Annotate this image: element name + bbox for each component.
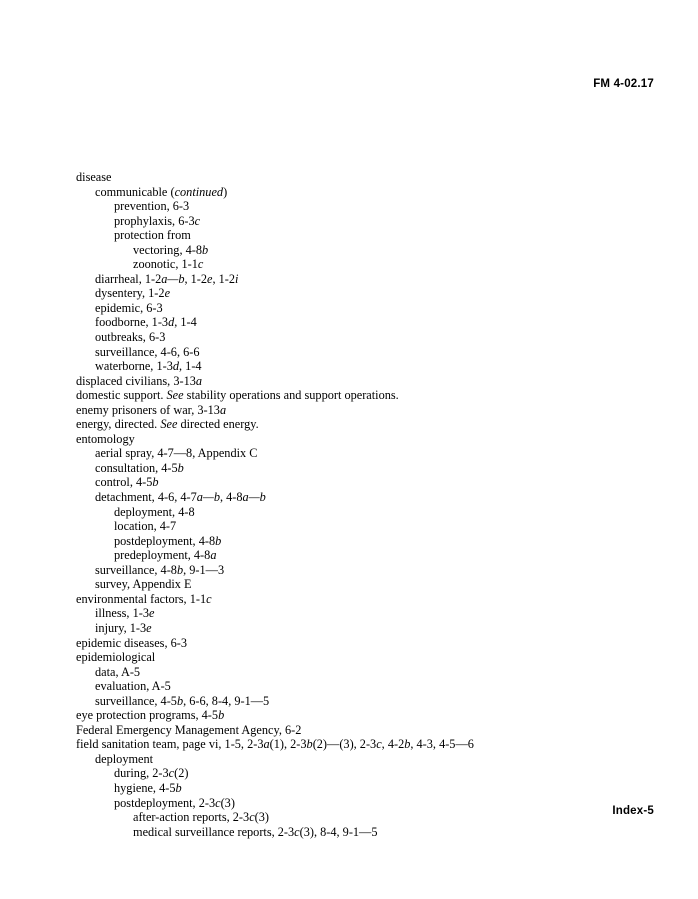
page-footer-identifier: Index-5	[612, 805, 654, 817]
index-entry-text: zoonotic, 1-1	[133, 257, 198, 272]
index-entry-emphasis: d	[172, 359, 180, 374]
index-entry-text: prophylaxis, 6-3	[114, 213, 195, 228]
index-entry-emphasis: b	[176, 693, 184, 708]
index-entry	[76, 315, 636, 330]
index-entry	[76, 432, 636, 447]
index-entry	[76, 665, 636, 680]
index-entry-text: , 4-8	[220, 490, 243, 505]
index-entry-text: eye protection programs, 4-5	[76, 708, 219, 723]
index-entry-emphasis: b	[218, 708, 225, 723]
index-entry-emphasis: a—b	[196, 490, 220, 505]
index-entry	[76, 272, 636, 287]
index-entry-emphasis: See	[160, 417, 178, 432]
index-entry	[76, 781, 636, 796]
index-entry	[76, 548, 636, 563]
index-entry-text: location, 4-7	[114, 519, 177, 534]
page-header-identifier: FM 4-02.17	[593, 78, 654, 90]
index-entry-text: epidemic, 6-3	[95, 300, 163, 315]
index-entry	[76, 228, 636, 243]
index-entry-emphasis: a—b	[161, 271, 185, 286]
index-entry-text: medical surveillance reports, 2-3	[133, 824, 295, 839]
index-entry	[76, 374, 636, 389]
index-entry-text: , 1-4	[174, 315, 197, 330]
index-entry-text: postdeployment, 4-8	[114, 533, 216, 548]
index-entry-emphasis: i	[235, 271, 239, 286]
index-entry-text: field sanitation team, page vi, 1-5, 2-3	[76, 737, 264, 752]
index-entry-text: (3)	[220, 795, 235, 810]
index-entry-text: (3)	[254, 810, 269, 825]
index-entry	[76, 766, 636, 781]
index-entry	[76, 519, 636, 534]
index-entry-text: prevention, 6-3	[114, 199, 190, 214]
index-entry-emphasis: e	[164, 286, 171, 301]
index-entry-text: entomology	[76, 431, 135, 446]
index-entry-text: detachment, 4-6, 4-7	[95, 490, 197, 505]
index-entry-text: directed energy.	[177, 417, 259, 432]
index-entry-text: survey, Appendix E	[95, 577, 192, 592]
index-entry	[76, 417, 636, 432]
index-entry-text: protection from	[114, 228, 191, 243]
index-entry-emphasis: a—b	[242, 490, 266, 505]
index-entry-text: )	[223, 184, 228, 199]
index-entry-text: (2)	[174, 766, 189, 781]
index-entry-text: surveillance, 4-6, 6-6	[95, 344, 200, 359]
index-entry-text: vectoring, 4-8	[133, 242, 202, 257]
index-entry-text: , 1-4	[179, 359, 202, 374]
index-entry	[76, 534, 636, 549]
index-entry-text: epidemiological	[76, 650, 156, 665]
index-entry-text: , 4-3, 4-5—6	[410, 737, 474, 752]
index-entry-emphasis: c	[168, 766, 175, 781]
index-entry-text: , 6-6, 8-4, 9-1—5	[183, 693, 270, 708]
index-entry-emphasis: c	[197, 257, 204, 272]
index-entry-emphasis: c	[294, 824, 300, 839]
index-entry-text: (3), 8-4, 9-1—5	[299, 824, 378, 839]
index-entry	[76, 359, 636, 374]
index-entry-text: outbreaks, 6-3	[95, 330, 166, 345]
index-entry-text: energy, directed.	[76, 417, 161, 432]
index-entry-text: surveillance, 4-8	[95, 562, 177, 577]
index-entry-emphasis: b	[152, 475, 159, 490]
index-entry-text: predeployment, 4-8	[114, 548, 211, 563]
index-entry	[76, 810, 636, 825]
index-entry-text: during, 2-3	[114, 766, 169, 781]
index-entry	[76, 825, 636, 840]
index-entry-emphasis: c	[215, 795, 221, 810]
index-entry-text: , 1-2	[184, 271, 208, 286]
index-entry-text: diarrheal, 1-2	[95, 271, 162, 286]
index-entry	[76, 214, 636, 229]
index-entry-text: deployment	[95, 751, 154, 766]
index-entry-text: , 9-1—3	[183, 562, 225, 577]
index-entry-text: (2)—(3), 2-3	[312, 737, 377, 752]
index-entry-emphasis: b	[176, 562, 184, 577]
index-entry	[76, 461, 636, 476]
index-entry	[76, 650, 636, 665]
index-entry-emphasis: c	[206, 591, 212, 606]
index-entry-emphasis: c	[249, 810, 255, 825]
index-entry-text: , 4-2	[381, 737, 405, 752]
index-entry-text: illness, 1-3	[95, 606, 149, 621]
index-entry-emphasis: b	[404, 737, 411, 752]
index-entry	[76, 592, 636, 607]
index-entry-text: epidemic diseases, 6-3	[76, 635, 187, 650]
index-entry-text: waterborne, 1-3	[95, 359, 173, 374]
index-entry-text: enemy prisoners of war, 3-13	[76, 402, 220, 417]
index-entry-emphasis: continued	[174, 184, 224, 199]
index-entry-emphasis: b	[215, 533, 222, 548]
index-entry	[76, 490, 636, 505]
index-entry-text: (1), 2-3	[269, 737, 307, 752]
index-entry-emphasis: a	[210, 548, 217, 563]
index-entry-text: injury, 1-3	[95, 620, 147, 635]
index-entry-emphasis: d	[168, 315, 175, 330]
index-entry-text: evaluation, A-5	[95, 679, 171, 694]
index-entry	[76, 679, 636, 694]
index-entry-text: dysentery, 1-2	[95, 286, 165, 301]
index-entry	[76, 577, 636, 592]
index-entry-text: hygiene, 4-5	[114, 780, 176, 795]
index-entry	[76, 170, 636, 185]
index-entry	[76, 606, 636, 621]
index-entry	[76, 257, 636, 272]
index-entry	[76, 330, 636, 345]
index-entry-emphasis: See	[166, 388, 184, 403]
index-entry	[76, 737, 636, 752]
index-entry-emphasis: e	[148, 606, 155, 621]
index-entry-text: consultation, 4-5	[95, 460, 178, 475]
index-entry-text: surveillance, 4-5	[95, 693, 177, 708]
index-entry-emphasis: c	[376, 737, 382, 752]
index-entry	[76, 446, 636, 461]
index-entry	[76, 301, 636, 316]
index-entry	[76, 636, 636, 651]
index-entry-emphasis: c	[194, 213, 201, 228]
index-entry-emphasis: a	[263, 737, 270, 752]
index-entry-text: displaced civilians, 3-13	[76, 373, 196, 388]
index-entry-emphasis: a	[195, 373, 203, 388]
index-entry	[76, 752, 636, 767]
index-entry-emphasis: e	[207, 271, 213, 286]
index-entry	[76, 723, 636, 738]
index-entry-text: environmental factors, 1-1	[76, 591, 207, 606]
index-entry	[76, 694, 636, 709]
index-entry-emphasis: b	[175, 780, 182, 795]
index-entry	[76, 621, 636, 636]
index-entry-text: after-action reports, 2-3	[133, 810, 250, 825]
index-entry-text: communicable (	[95, 184, 175, 199]
index-entry	[76, 345, 636, 360]
index-entry-text: postdeployment, 2-3	[114, 795, 216, 810]
index-entry-text: aerial spray, 4-7—8, Appendix C	[95, 446, 258, 461]
index-entry-text: stability operations and support operations.	[183, 388, 399, 403]
index-entry-emphasis: a	[219, 402, 227, 417]
index-entry-text: Federal Emergency Management Agency, 6-2	[76, 722, 302, 737]
index-entry-list	[76, 170, 636, 839]
index-entry	[76, 199, 636, 214]
index-entry-emphasis: e	[146, 620, 152, 635]
index-entry-text: deployment, 4-8	[114, 504, 195, 519]
index-entry-emphasis: b	[306, 737, 313, 752]
index-entry-text: disease	[76, 170, 112, 184]
index-entry	[76, 185, 636, 200]
index-entry-text: domestic support.	[76, 388, 167, 403]
index-entry-text: , 1-2	[212, 271, 236, 286]
index-entry	[76, 505, 636, 520]
index-entry-emphasis: b	[177, 460, 184, 475]
index-entry	[76, 403, 636, 418]
index-entry	[76, 563, 636, 578]
index-entry	[76, 796, 636, 811]
index-entry-emphasis: b	[201, 242, 209, 257]
index-entry	[76, 243, 636, 258]
index-entry	[76, 388, 636, 403]
index-entry	[76, 475, 636, 490]
index-entry	[76, 286, 636, 301]
index-entry-text: data, A-5	[95, 664, 141, 679]
index-entry-text: control, 4-5	[95, 475, 153, 490]
index-entry-text: foodborne, 1-3	[95, 315, 169, 330]
index-entry	[76, 708, 636, 723]
